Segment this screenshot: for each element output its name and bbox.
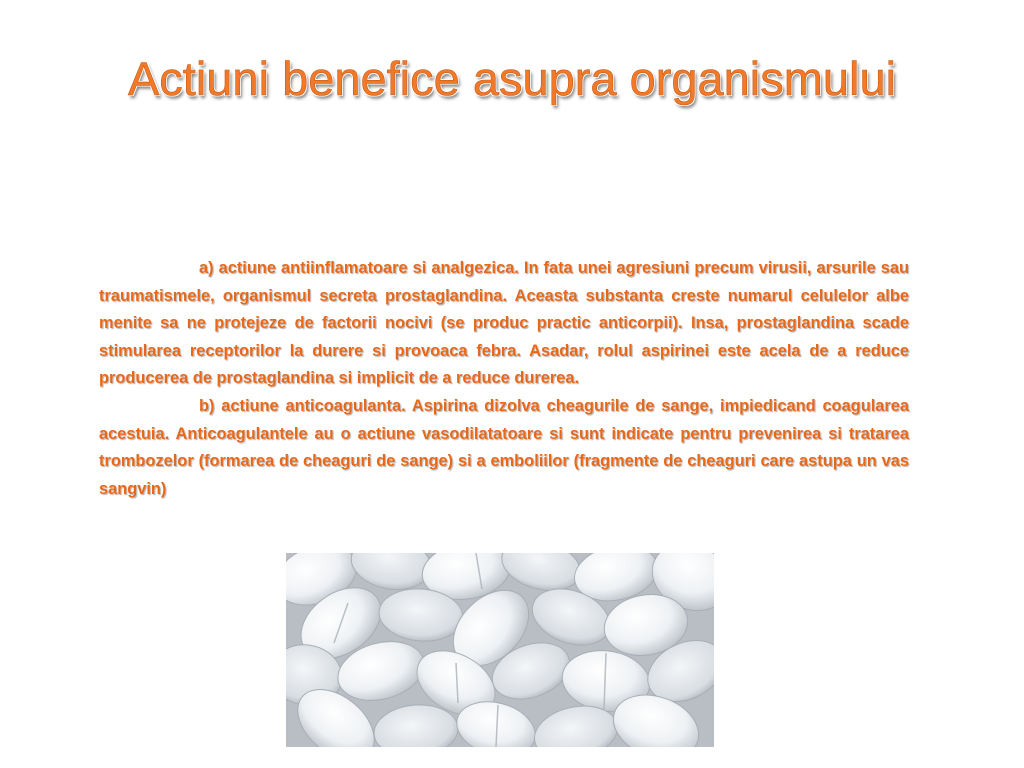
aspirin-pills-illustration — [286, 553, 714, 747]
slide-title: Actiuni benefice asupra organismului — [127, 52, 897, 105]
paragraph-antiinflammatory: a) actiune antiinflamatoare si analgezica. In fata unei agresiuni precum virusii, arsurile sau traumatismele, organismul secreta prostaglandina. Aceasta substanta creste numarul celulelor albe menite sa ne protejeze de factorii nocivi (se produc practic anticorpii). Insa, prostaglandina scade stimularea receptorilor la durere si provoaca febra. Asadar, rolul aspirinei este acela de a reduce producerea de prostaglandina si implicit de a reduce durerea. — [99, 259, 909, 388]
aspirin-pills-photo — [286, 553, 714, 747]
slide-body — [99, 255, 909, 503]
paragraph-anticoagulant: b) actiune anticoagulanta. Aspirina dizolva cheagurile de sange, impiedicand coagularea acestuia. Anticoagulantele au o actiune vasodilatatoare si sunt indicate pentru prevenirea si tratarea trombozelor (formarea de cheaguri de sange) si a emboliilor (fragmente de cheaguri care astupa un vas sangvin) — [99, 396, 909, 498]
